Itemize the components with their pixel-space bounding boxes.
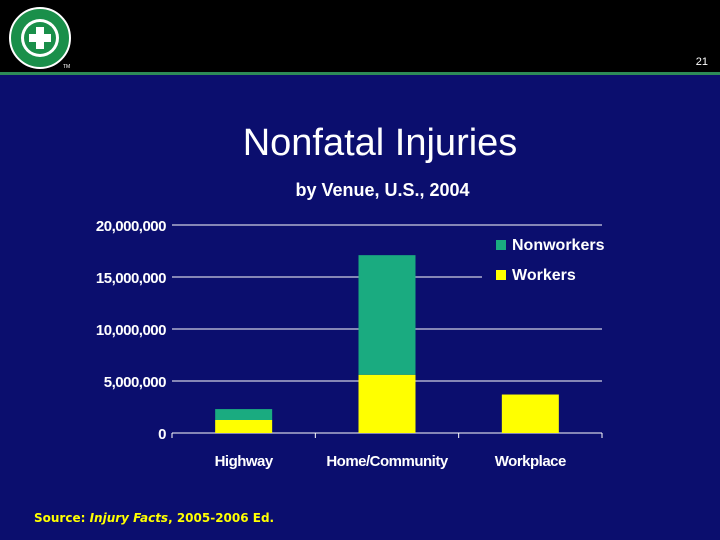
slide-number: 21 <box>695 56 708 68</box>
chart-subtitle: by Venue, U.S., 2004 <box>295 180 470 200</box>
logo-tm: TM <box>63 64 71 70</box>
legend-swatch <box>496 240 506 250</box>
y-tick-label: 20,000,000 <box>95 218 166 235</box>
bar-workers <box>215 420 272 433</box>
bar-nonworkers <box>215 409 272 420</box>
x-tick-label: Highway <box>214 453 273 470</box>
legend-swatch <box>496 270 506 280</box>
source-title: Injury Facts <box>89 511 169 525</box>
y-tick-label: 0 <box>158 426 166 443</box>
source-prefix: Source: <box>34 511 90 525</box>
chart-title: Nonfatal Injuries <box>242 122 518 164</box>
y-tick-label: 10,000,000 <box>95 322 166 339</box>
legend-label: Workers <box>512 267 576 284</box>
y-tick-label: 5,000,000 <box>103 374 166 391</box>
x-tick-label: Workplace <box>494 453 566 470</box>
bar-workers <box>502 395 559 433</box>
bar-nonworkers <box>359 255 416 375</box>
legend-label: Nonworkers <box>512 237 605 254</box>
x-tick-label: Home/Community <box>326 453 448 470</box>
y-tick-label: 15,000,000 <box>95 270 166 287</box>
source-note <box>34 511 274 525</box>
source-suffix: , 2005-2006 Ed. <box>168 511 275 525</box>
bar-workers <box>359 375 416 433</box>
